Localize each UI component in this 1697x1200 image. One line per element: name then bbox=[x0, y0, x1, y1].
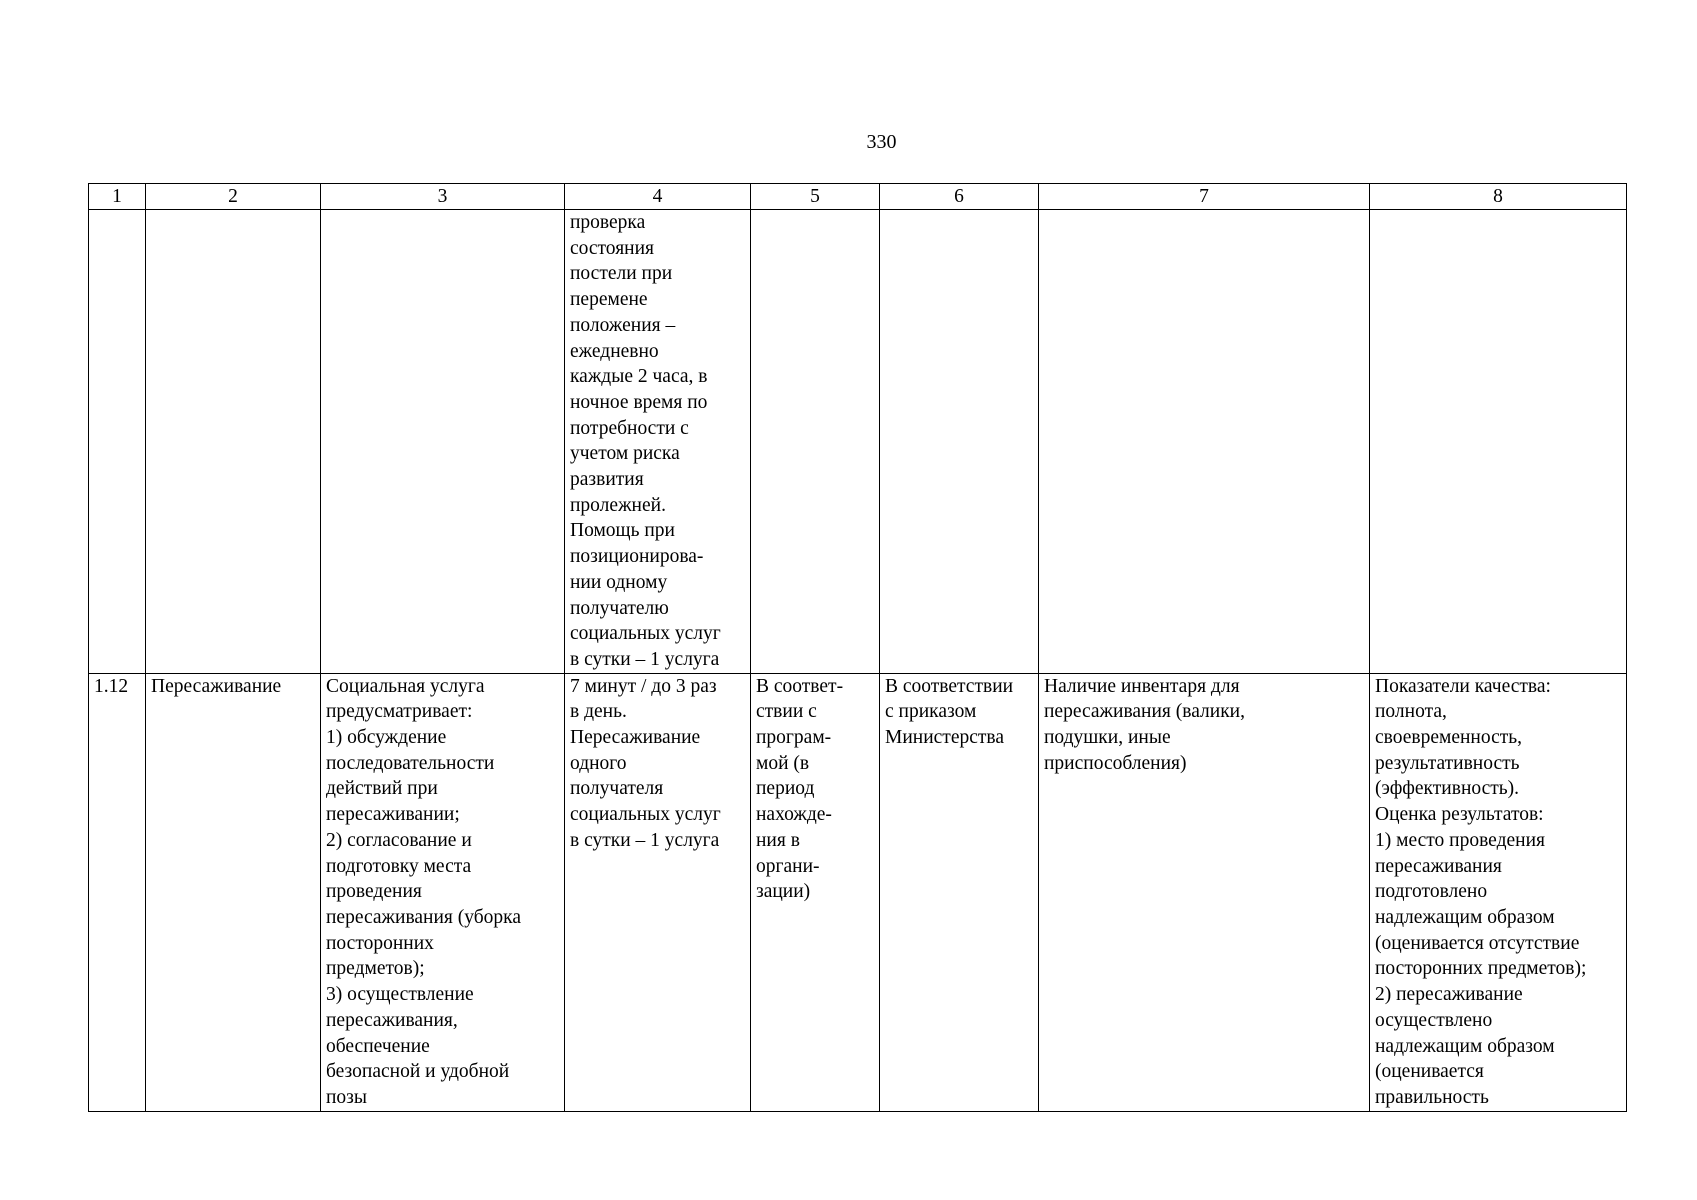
column-number-7: 7 bbox=[1039, 184, 1370, 210]
table-cell-norms: 7 минут / до 3 раз в день. Пересаживание одного получателя социальных услуг в сутки – 1 услуга bbox=[565, 673, 751, 1111]
table-cell-number bbox=[89, 210, 146, 674]
table-cell-number: 1.12 bbox=[89, 673, 146, 1111]
table-cell-description: Социальная услуга предусматривает: 1) обсуждение последовательности действий при пересаживании; 2) согласование и подготовку места проведения пересаживания (уборка посторонних предметов); 3) осуществление пересаживания, обеспечение безопасной и удобной позы bbox=[321, 673, 565, 1111]
table-cell-norms: проверка состояния постели при перемене положения – ежедневно каждые 2 часа, в ночное время по потребности с учетом риска развития пролежней. Помощь при позиционирова- нии одному получателю социальных услуг в сутки – 1 услуга bbox=[565, 210, 751, 674]
column-number-1: 1 bbox=[89, 184, 146, 210]
column-number-3: 3 bbox=[321, 184, 565, 210]
table-row-1-12 bbox=[89, 673, 1627, 1111]
services-table bbox=[88, 183, 1627, 1112]
table-cell-periodicity bbox=[751, 210, 880, 674]
table-cell-conditions: Наличие инвентаря для пересаживания (валики, подушки, иные приспособления) bbox=[1039, 673, 1370, 1111]
table-header-row bbox=[89, 184, 1627, 210]
table-cell-description bbox=[321, 210, 565, 674]
column-number-2: 2 bbox=[146, 184, 321, 210]
table-cell-periodicity: В соответ- ствии с програм- мой (в период нахожде- ния в органи- зации) bbox=[751, 673, 880, 1111]
table-cell-service-name bbox=[146, 210, 321, 674]
page-number: 330 bbox=[866, 131, 897, 153]
column-number-8: 8 bbox=[1370, 184, 1627, 210]
table-cell-quality: Показатели качества: полнота, своевременность, результативность (эффективность). Оценка результатов: 1) место проведения пересаживания подготовлено надлежащим образом (оценивается отсутствие посторонних предметов); 2) пересаживание осуществлено надлежащим образом (оценивается правильность bbox=[1370, 673, 1627, 1111]
table-cell-quality bbox=[1370, 210, 1627, 674]
table-cell-tariff: В соответствии с приказом Министерства bbox=[880, 673, 1039, 1111]
column-number-6: 6 bbox=[880, 184, 1039, 210]
table-cell-conditions bbox=[1039, 210, 1370, 674]
table-row-continuation bbox=[89, 210, 1627, 674]
table-cell-service-name: Пересаживание bbox=[146, 673, 321, 1111]
column-number-5: 5 bbox=[751, 184, 880, 210]
table-cell-tariff bbox=[880, 210, 1039, 674]
column-number-4: 4 bbox=[565, 184, 751, 210]
